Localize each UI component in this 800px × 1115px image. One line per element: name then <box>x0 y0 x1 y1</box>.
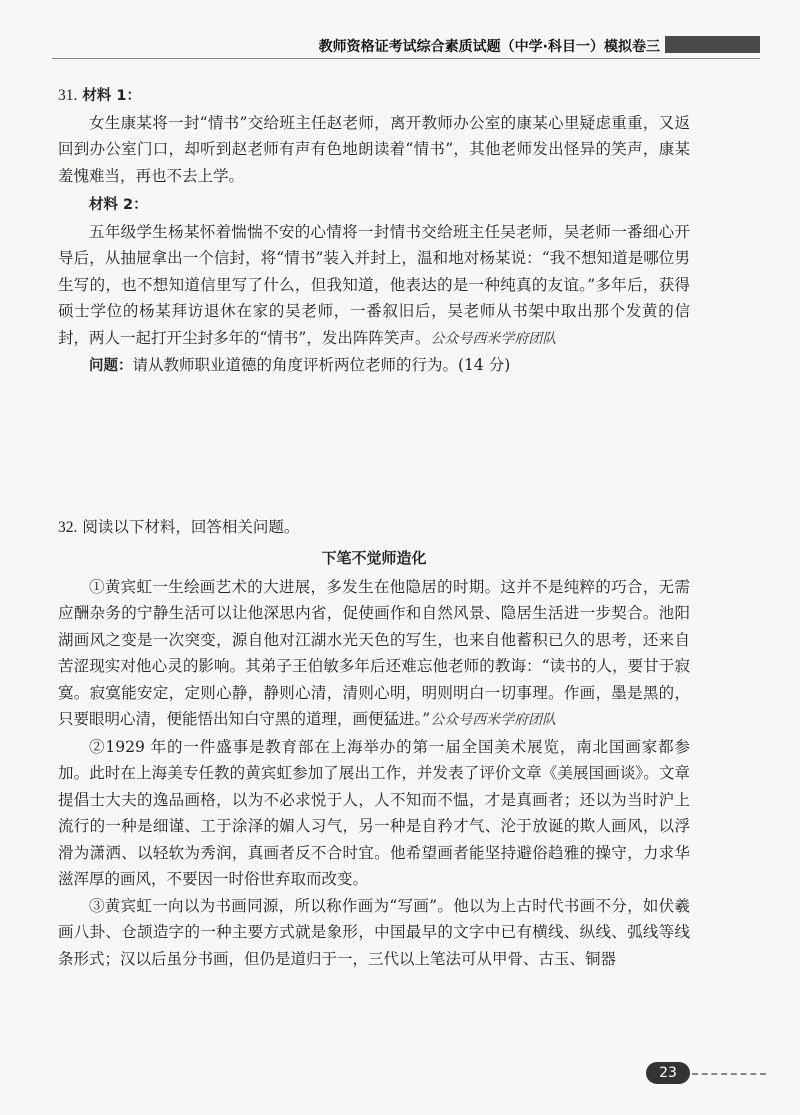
page-content <box>58 82 690 972</box>
footer-dash-line <box>692 1073 766 1075</box>
header-bar-decoration <box>665 36 760 53</box>
question-label: 问题： <box>89 358 133 374</box>
question-number: 32. <box>58 518 78 536</box>
material2-block <box>58 219 690 353</box>
page-number: 23 <box>646 1062 690 1084</box>
material2-label: 材料 2： <box>89 197 148 213</box>
article-title: 下笔不觉师造化 <box>321 549 427 567</box>
question-32 <box>58 514 690 973</box>
question-31 <box>58 82 690 380</box>
paragraph-1 <box>58 574 690 734</box>
question-intro: 阅读以下材料，回答相关问题。 <box>82 517 300 536</box>
paragraph-3: ③黄宾虹一向以为书画同源，所以称作画为“写画”。他以为上古时代书画不分，如伏羲画八卦、仓颉造字的一种主要方式就是象形，中国最早的文字中已有横线、纵线、弧线等线条形式；汉以后虽分书画，但仍是道归于一，三代以上笔法可从甲骨、古玉、铜器 <box>58 896 690 968</box>
watermark-text: 公众号西米学府团队 <box>430 330 557 347</box>
header-title: 教师资格证考试综合素质试题（中学·科目一）模拟卷三 <box>318 39 660 55</box>
question-line <box>58 352 690 380</box>
material1-label: 材料 1： <box>82 88 141 104</box>
question-text: 请从教师职业道德的角度评析两位老师的行为。(14 分) <box>132 356 511 374</box>
header-rule <box>52 58 760 59</box>
watermark-text: 公众号西米学府团队 <box>430 712 557 728</box>
paragraph-1-text: ①黄宾虹一生绘画艺术的大进展，多发生在他隐居的时期。这并不是纯粹的巧合，无需应酬杂务的宁静生活可以让他深思内省，促使画作和自然风景、隐居生活进一步契合。池阳湖画风之变是一次突变，源自他对江湖水光天色的写生，也来自他蓄积已久的思考，还来自苦涩现实对他心灵的影响。其弟子王伯敏多年后还难忘他老师的教诲：“读书的人，要甘于寂寞。寂寞能安定，定则心静，静则心清，清则心明，明则明白一切事理。作画，墨是黑的，只要眼明心清，便能悟出知白守黑的道理，画便猛进。” <box>58 577 690 728</box>
material1-text: 女生康某将一封“情书”交给班主任赵老师，离开教师办公室的康某心里疑虑重重，又返回到办公室门口，却听到赵老师有声有色地朗读着“情书”，其他老师发出怪异的笑声，康某羞愧难当，再也不去上学。 <box>58 113 690 185</box>
paragraph-2: ②1929 年的一件盛事是教育部在上海举办的第一届全国美术展览，南北国画家都参加。此时在上海美专任教的黄宾虹参加了展出工作，并发表了评价文章《美展国画谈》。文章提倡士大夫的逸品画格，以为不必求悦于人，人不知而不愠，才是真画者；还以为当时沪上流行的一种是细谨、工于涂泽的媚人习气，另一种是自矜才气、沦于放诞的欺人画风，以浮滑为潇洒、以轻软为秀润，真画者反不合时宜。他希望画者能坚持避俗趋雅的操守，力求华滋浑厚的画风，不要因一时俗世弃取而改变。 <box>58 737 690 888</box>
material2-text: 五年级学生杨某怀着惴惴不安的心情将一封情书交给班主任吴老师，吴老师一番细心开导后，从抽屉拿出一个信封，将“情书”装入并封上，温和地对杨某说：“我不想知道是哪位男生写的，也不想知道信里写了什么，但我知道，他表达的是一种纯真的友谊。”多年后，获得硕士学位的杨某拜访退休在家的吴老师，一番叙旧后，吴老师从书架中取出那个发黄的信封，两人一起打开尘封多年的“情书”，发出阵阵笑声。 <box>58 222 690 347</box>
page-header <box>0 26 800 62</box>
page-footer <box>646 1062 766 1084</box>
question-number: 31. <box>58 87 78 104</box>
